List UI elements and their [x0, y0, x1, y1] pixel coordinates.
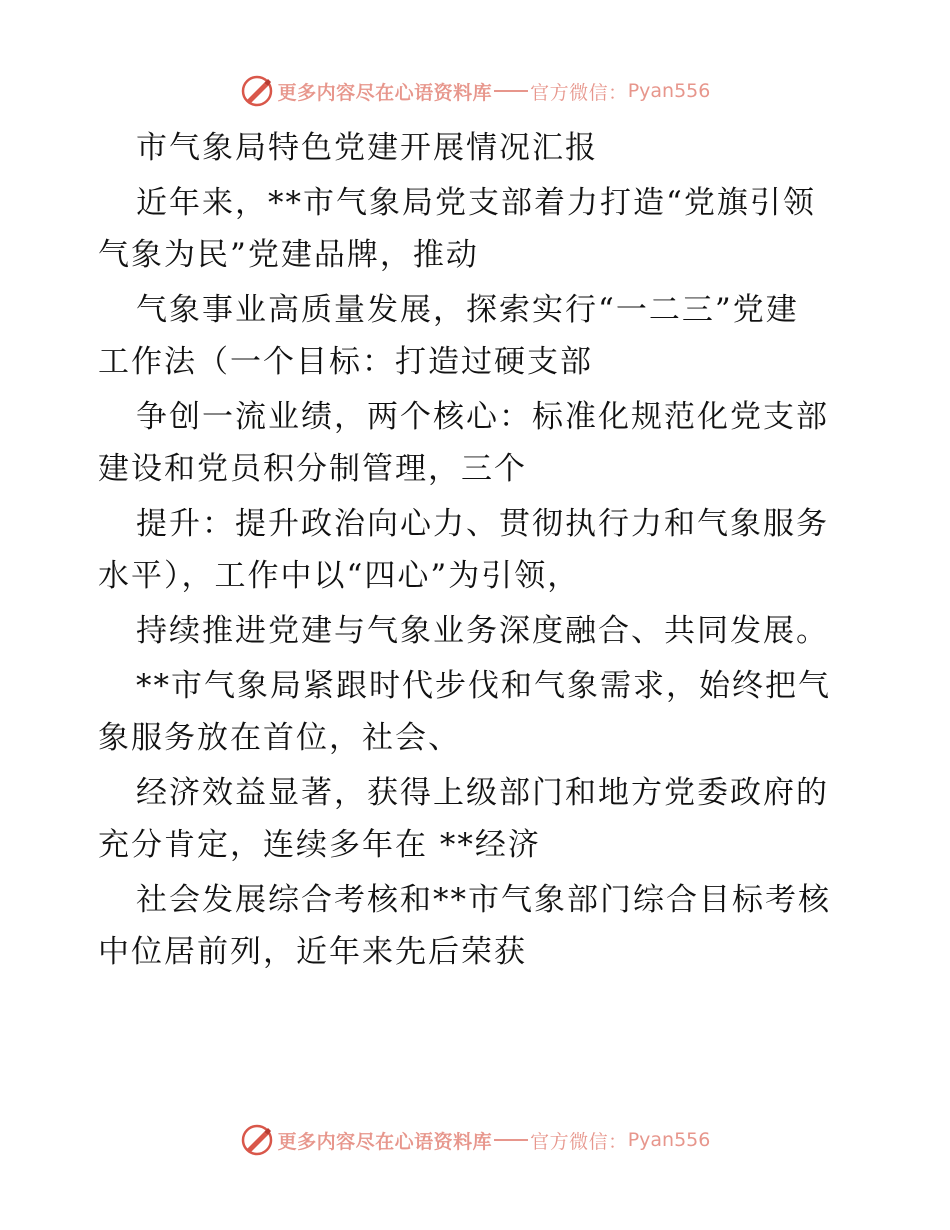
text-line: 气象事业高质量发展，探索实行“一二三”党建 [136, 292, 799, 328]
pen-logo-icon [240, 1123, 274, 1157]
text-line: 水平），工作中以“四心”为引领， [98, 558, 581, 594]
watermark-dash [494, 90, 528, 92]
watermark-id: Pyan556 [627, 1129, 711, 1151]
text-line: 工作法（一个目标：打造过硬支部 [98, 344, 593, 380]
text-line: 象服务放在首位，社会、 [98, 720, 461, 756]
document-body [98, 122, 858, 978]
watermark-banner-top [0, 71, 950, 111]
watermark-label: 官方微信： [530, 1130, 628, 1153]
watermark-label: 官方微信： [530, 81, 628, 104]
text-line: 持续推进党建与气象业务深度融合、共同发展。 [136, 613, 829, 649]
watermark-banner-bottom [0, 1120, 950, 1160]
watermark-brand: 更多内容尽在心语资料库 [277, 81, 493, 104]
text-line: 建设和党员积分制管理，三个 [98, 451, 527, 487]
document-title: 市气象局特色党建开展情况汇报 [136, 130, 598, 166]
watermark-dash [494, 1139, 528, 1141]
text-line: 气象为民”党建品牌，推动 [98, 237, 479, 273]
text-line: 充分肯定，连续多年在 **经济 [98, 827, 541, 863]
text-line: 经济效益显著，获得上级部门和地方党委政府的 [136, 775, 829, 811]
watermark-brand: 更多内容尽在心语资料库 [277, 1130, 493, 1153]
text-line: 近年来，**市气象局党支部着力打造“党旗引领 [136, 185, 816, 221]
text-line: **市气象局紧跟时代步伐和气象需求，始终把气 [136, 668, 831, 704]
text-line: 社会发展综合考核和**市气象部门综合目标考核 [136, 882, 831, 918]
pen-logo-icon [240, 74, 274, 108]
text-line: 争创一流业绩，两个核心：标准化规范化党支部 [136, 399, 829, 435]
text-line: 提升：提升政治向心力、贯彻执行力和气象服务 [136, 506, 829, 542]
text-line: 中位居前列，近年来先后荣获 [98, 934, 527, 970]
watermark-id: Pyan556 [627, 80, 711, 102]
